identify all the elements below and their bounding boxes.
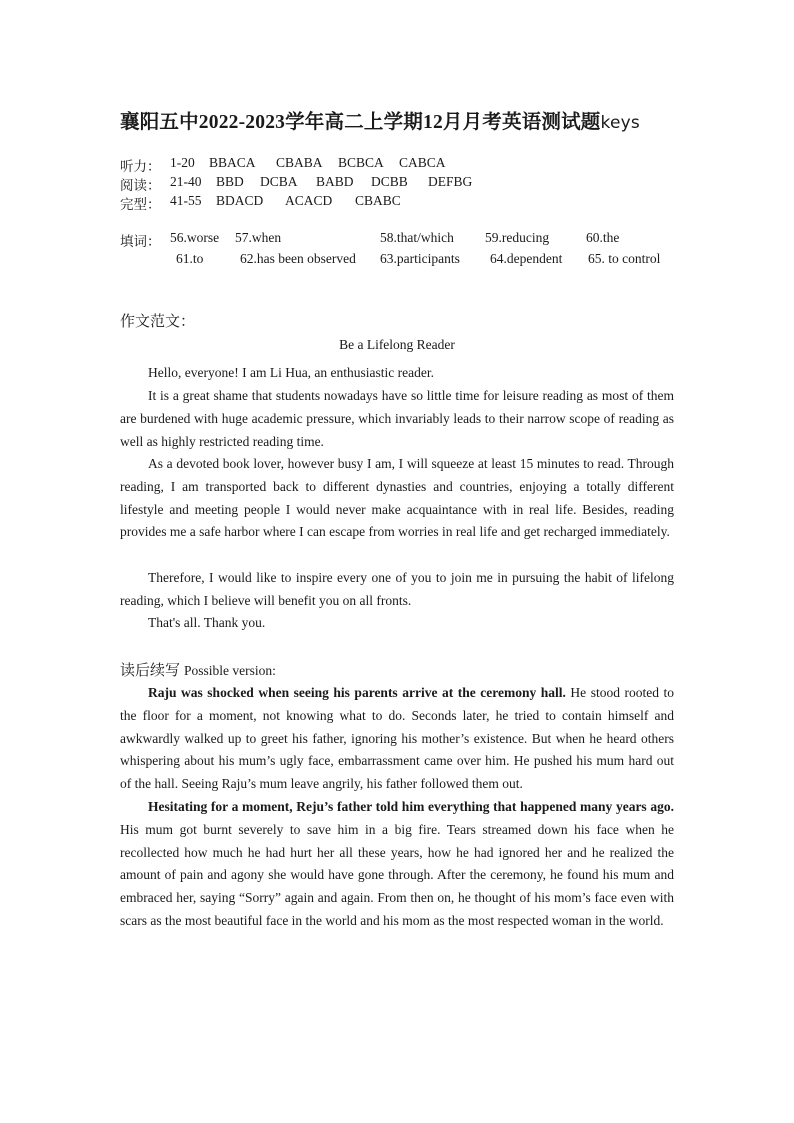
continuation-heading-en: Possible version: — [184, 663, 276, 678]
essay-paragraph: As a devoted book lover, however busy I am, I will squeeze at least 15 minutes to read. Through reading, I am transported back to different dynasties and countries, enjoying a totally different lifestyle and meeting people I would never make acquaintance with in real life. Besides, reading provides me a safe harbor where I can escape from worries in real life and get recharged immediately. — [120, 456, 674, 540]
essay-heading: 作文范文： — [120, 314, 196, 330]
essay-paragraph: Hello, everyone! I am Li Hua, an enthusiastic reader. — [148, 365, 435, 380]
fill-answer: 63.participants — [380, 251, 460, 266]
essay-title: Be a Lifelong Reader — [339, 337, 455, 352]
listening-label: 听力： — [120, 159, 161, 174]
continuation-heading — [120, 659, 276, 680]
page-title — [120, 106, 640, 134]
cloze-range: 41-55 — [170, 193, 202, 208]
fill-answer: 58.that/which — [380, 230, 454, 245]
answer-group: CBABA — [276, 155, 323, 170]
answer-group: DCBA — [260, 174, 298, 189]
answer-group: DEFBG — [428, 174, 473, 189]
listening-range: 1-20 — [170, 155, 195, 170]
answer-group: CBABC — [355, 193, 401, 208]
continuation-paragraph — [120, 682, 674, 796]
reading-answers — [0, 174, 794, 192]
cloze-answers — [0, 193, 794, 211]
answer-group: BBD — [216, 174, 244, 189]
fill-answer: 60.the — [586, 230, 620, 245]
reading-range: 21-40 — [170, 174, 202, 189]
fill-answer: 59.reducing — [485, 230, 550, 245]
essay-paragraph: It is a great shame that students nowadays have so little time for leisure reading as most of them are burdened with huge academic pressure, which invariably leads to their narrow scope of reading as well as highly restricted reading time. — [120, 388, 674, 449]
continuation-paragraph — [120, 796, 674, 933]
answer-group: BCBCA — [338, 155, 384, 170]
fill-answers-row2 — [0, 251, 794, 269]
fill-answer: 61.to — [176, 251, 204, 266]
paragraph-lead-sentence: Raju was shocked when seeing his parents arrive at the ceremony hall. — [148, 685, 566, 700]
essay-paragraph: Therefore, I would like to inspire every one of you to join me in pursuing the habit of lifelong reading, which I believe will benefit you on all fronts. — [120, 570, 674, 608]
fill-label: 填词： — [120, 234, 161, 249]
answer-group: ACACD — [285, 193, 333, 208]
fill-answer: 65. to control — [588, 251, 661, 266]
answer-group: DCBB — [371, 174, 408, 189]
fill-answer: 64.dependent — [490, 251, 563, 266]
paragraph-body: He stood rooted to the floor for a moment, not knowing what to do. Seconds later, he tried to contain himself and awkwardly walked up to greet his father, ignoring his mother’s existence. But when he heard others whispering about his mum’s ugly face, embarrassment came over him. He pushed his mum hard out of the hall. Seeing Raju’s mum leave angrily, his father followed them out. — [120, 685, 674, 792]
reading-label: 阅读： — [120, 178, 161, 193]
title-suffix: keys — [600, 113, 640, 133]
fill-answer: 62.has been observed — [240, 251, 356, 266]
answer-group: CABCA — [399, 155, 446, 170]
answer-group: BBACA — [209, 155, 256, 170]
title-main: 襄阳五中2022-2023学年高二上学期12月月考英语测试题 — [120, 112, 601, 133]
cloze-label: 完型： — [120, 197, 161, 212]
fill-answer: 57.when — [235, 230, 282, 245]
answer-group: BABD — [316, 174, 354, 189]
answer-group: BDACD — [216, 193, 264, 208]
fill-answers-row1 — [0, 230, 794, 248]
paragraph-body: His mum got burnt severely to save him in a big fire. Tears streamed down his face when he recollected how much he had hurt her all these years, how he had ignored her and he realized the amount of pain and agony she would have gone through. After the ceremony, he found his mum and embraced her, saying “Sorry” again and again. From then on, he thought of his mom’s face even with scars as the most beautiful face in the world and his mom as the most respected woman in the world. — [120, 821, 674, 928]
listening-answers — [0, 155, 794, 173]
fill-answer: 56.worse — [170, 230, 220, 245]
essay-paragraph: That's all. Thank you. — [148, 615, 266, 630]
paragraph-lead-sentence: Hesitating for a moment, Reju’s father told him everything that happened many years ago. — [148, 799, 674, 814]
continuation-heading-cn: 读后续写 — [120, 663, 181, 679]
